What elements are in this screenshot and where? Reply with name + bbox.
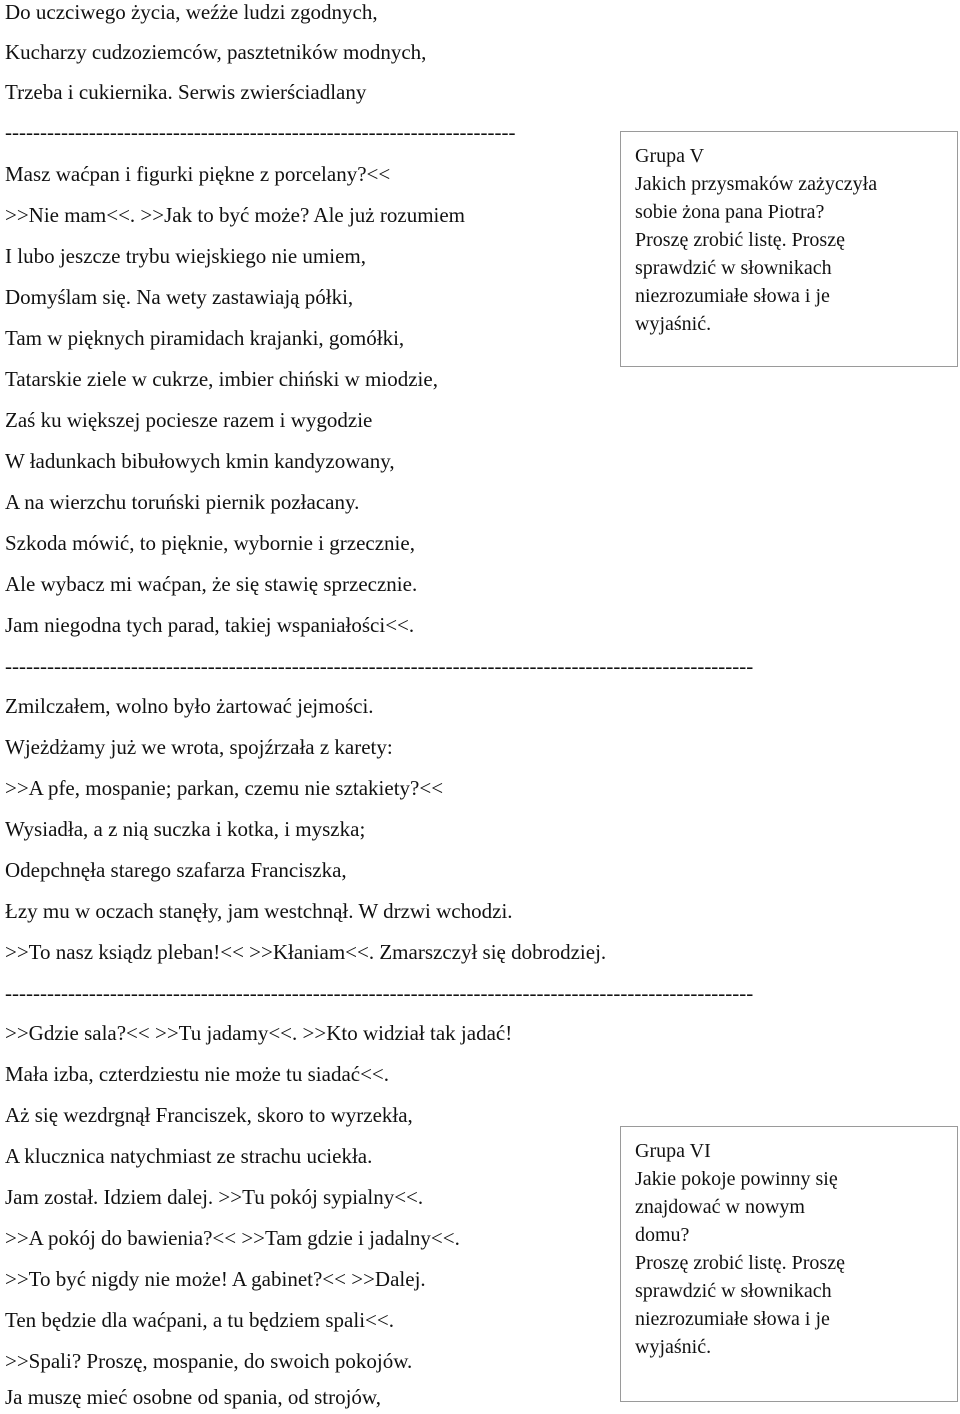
task-box-text: Jakie pokoje powinny się znajdować w nowym domu? Proszę zrobić listę. Proszę sprawdzić w słownikach niezrozumiałe słowa i je wyjaśnić. [635,1168,845,1358]
dashed-separator: ----------------------------------------------------------------------------------------------------------- [5,654,754,678]
poem-line: Wysiadła, a z nią suczka i kotka, i myszka; [5,817,366,841]
poem-line: Jam niegodna tych parad, takiej wspaniałości<<. [5,613,415,637]
poem-line: >>To nasz ksiądz pleban!<< >>Kłaniam<<. Zmarszczył się dobrodziej. [5,940,607,964]
poem-line: Masz waćpan i figurki piękne z porcelany?<< [5,162,391,186]
poem-line: Szkoda mówić, to pięknie, wybornie i grzecznie, [5,531,415,555]
poem-line: >>Spali? Proszę, mospanie, do swoich pokojów. [5,1349,413,1373]
poem-line: Łzy mu w oczach stanęły, jam westchnął. W drzwi wchodzi. [5,899,513,923]
dashed-separator: ----------------------------------------------------------------------------------------------------------- [5,981,754,1005]
poem-line: Wjeżdżamy już we wrota, spojźrzała z karety: [5,735,393,759]
task-box-group-vi [620,1126,958,1402]
poem-line: Ja muszę mieć osobne od spania, od strojów, [5,1385,381,1409]
poem-line: >>Nie mam<<. >>Jak to być może? Ale już rozumiem [5,203,466,227]
poem-line: I lubo jeszcze trybu wiejskiego nie umiem, [5,244,366,268]
poem-line: Trzeba i cukiernika. Serwis zwierściadlany [5,80,367,104]
poem-line: Zaś ku większej pociesze razem i wygodzie [5,408,373,432]
poem-line: A klucznica natychmiast ze strachu uciekła. [5,1144,373,1168]
poem-line: >>A pfe, mospanie; parkan, czemu nie sztakiety?<< [5,776,444,800]
task-box-group-v [620,131,958,367]
poem-line: >>A pokój do bawienia?<< >>Tam gdzie i jadalny<<. [5,1226,460,1250]
poem-line: Zmilczałem, wolno było żartować jejmości. [5,694,374,718]
poem-line: W ładunkach bibułowych kmin kandyzowany, [5,449,395,473]
poem-line: Kucharzy cudzoziemców, pasztetników modnych, [5,40,427,64]
task-box-text: Jakich przysmaków zażyczyła sobie żona pana Piotra? Proszę zrobić listę. Proszę sprawdzić w słownikach niezrozumiałe słowa i je wyjaśnić. [635,173,878,335]
task-box-title: Grupa VI [635,1140,711,1162]
poem-line: Aż się wezdrgnął Franciszek, skoro to wyrzekła, [5,1103,413,1127]
task-box-title: Grupa V [635,145,705,167]
poem-line: Odepchnęła starego szafarza Franciszka, [5,858,347,882]
poem-line: Jam został. Idziem dalej. >>Tu pokój sypialny<<. [5,1185,424,1209]
poem-line: Domyślam się. Na wety zastawiają półki, [5,285,354,309]
poem-line: Tam w pięknych piramidach krajanki, gomółki, [5,326,405,350]
poem-line: A na wierzchu toruński piernik pozłacany. [5,490,360,514]
poem-line: >>Gdzie sala?<< >>Tu jadamy<<. >>Kto widział tak jadać! [5,1021,513,1045]
poem-line: Do uczciwego życia, weźże ludzi zgodnych, [5,0,378,24]
poem-line: Ten będzie dla waćpani, a tu będziem spali<<. [5,1308,394,1332]
poem-line: Tatarskie ziele w cukrze, imbier chiński w miodzie, [5,367,438,391]
poem-line: Ale wybacz mi waćpan, że się stawię sprzecznie. [5,572,418,596]
poem-line: >>To być nigdy nie może! A gabinet?<< >>Dalej. [5,1267,426,1291]
dashed-separator: ------------------------------------------------------------------------- [5,120,516,144]
poem-line: Mała izba, czterdziestu nie może tu siadać<<. [5,1062,390,1086]
